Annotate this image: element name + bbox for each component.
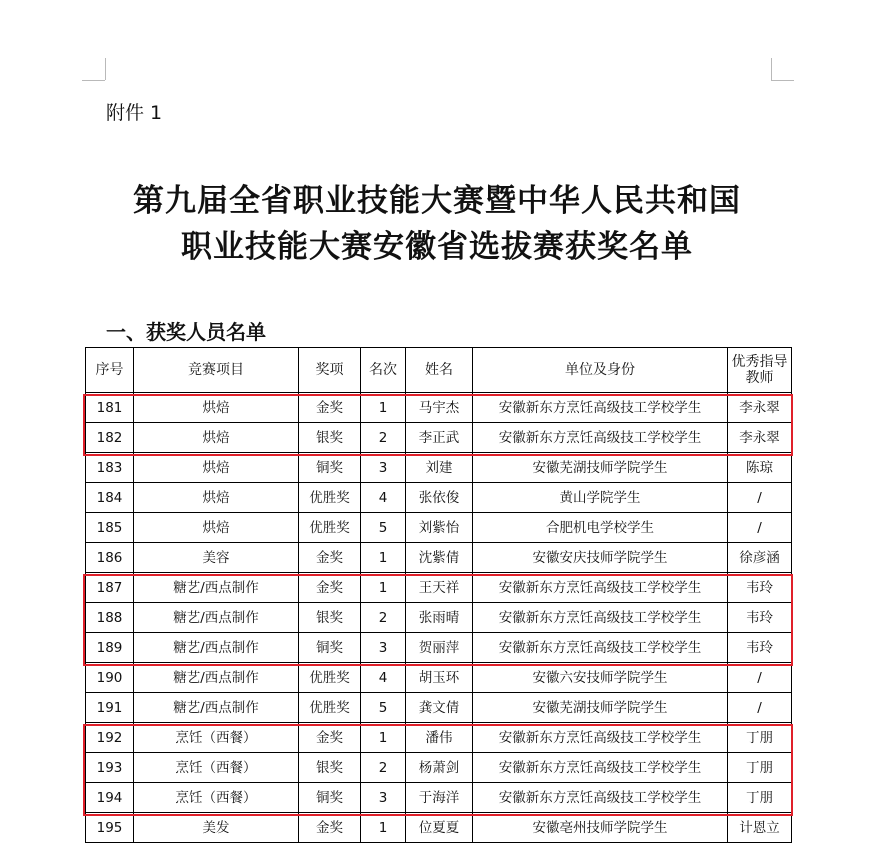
cell-instructor: 李永翠: [728, 393, 792, 423]
cell-serial: 186: [86, 543, 134, 573]
cell-unit: 安徽亳州技师学院学生: [473, 813, 728, 843]
header-instructor: 优秀指导教师: [728, 348, 792, 393]
cell-name: 刘建: [406, 453, 473, 483]
table-row: [86, 453, 792, 483]
cell-award: 金奖: [299, 543, 361, 573]
cell-rank: 1: [361, 543, 406, 573]
award-table: [85, 347, 792, 843]
header-unit: 单位及身份: [473, 348, 728, 393]
cell-event: 美容: [134, 543, 299, 573]
cell-unit: 安徽新东方烹饪高级技工学校学生: [473, 753, 728, 783]
cell-unit: 安徽新东方烹饪高级技工学校学生: [473, 723, 728, 753]
cell-award: 优胜奖: [299, 663, 361, 693]
cell-rank: 3: [361, 633, 406, 663]
cell-rank: 2: [361, 603, 406, 633]
table-row: [86, 423, 792, 453]
header-name: 姓名: [406, 348, 473, 393]
crop-mark-top-right-horizontal: [771, 80, 794, 81]
cell-unit: 安徽新东方烹饪高级技工学校学生: [473, 783, 728, 813]
table-row: [86, 603, 792, 633]
cell-serial: 195: [86, 813, 134, 843]
cell-unit: 安徽新东方烹饪高级技工学校学生: [473, 633, 728, 663]
cell-instructor: 徐彦涵: [728, 543, 792, 573]
cell-event: 烘焙: [134, 423, 299, 453]
cell-name: 张依俊: [406, 483, 473, 513]
cell-serial: 194: [86, 783, 134, 813]
cell-rank: 1: [361, 723, 406, 753]
table-row: [86, 753, 792, 783]
cell-serial: 190: [86, 663, 134, 693]
cell-serial: 191: [86, 693, 134, 723]
cell-event: 糖艺/西点制作: [134, 573, 299, 603]
table-row: [86, 543, 792, 573]
section-heading: 一、获奖人员名单: [106, 320, 266, 344]
cell-instructor: /: [728, 693, 792, 723]
cell-award: 金奖: [299, 393, 361, 423]
cell-event: 糖艺/西点制作: [134, 633, 299, 663]
cell-name: 于海洋: [406, 783, 473, 813]
cell-award: 金奖: [299, 813, 361, 843]
cell-serial: 192: [86, 723, 134, 753]
cell-rank: 5: [361, 513, 406, 543]
cell-rank: 5: [361, 693, 406, 723]
table-header-row: [86, 348, 792, 393]
cell-unit: 安徽六安技师学院学生: [473, 663, 728, 693]
table-row: [86, 633, 792, 663]
table-row: [86, 573, 792, 603]
cell-unit: 安徽新东方烹饪高级技工学校学生: [473, 603, 728, 633]
cell-name: 龚文倩: [406, 693, 473, 723]
cell-rank: 1: [361, 573, 406, 603]
cell-serial: 181: [86, 393, 134, 423]
cell-unit: 安徽新东方烹饪高级技工学校学生: [473, 573, 728, 603]
cell-instructor: 韦玲: [728, 633, 792, 663]
cell-event: 烘焙: [134, 513, 299, 543]
cell-instructor: 计恩立: [728, 813, 792, 843]
cell-award: 铜奖: [299, 633, 361, 663]
cell-instructor: /: [728, 513, 792, 543]
cell-event: 糖艺/西点制作: [134, 693, 299, 723]
crop-mark-top-left-horizontal: [82, 80, 105, 81]
document-title-line-2: 职业技能大赛安徽省选拔赛获奖名单: [181, 229, 693, 265]
table-row: [86, 813, 792, 843]
cell-serial: 193: [86, 753, 134, 783]
cell-instructor: 李永翠: [728, 423, 792, 453]
cell-unit: 安徽新东方烹饪高级技工学校学生: [473, 393, 728, 423]
crop-mark-top-left-vertical: [105, 58, 106, 80]
cell-award: 优胜奖: [299, 513, 361, 543]
attachment-label: 附件 1: [106, 102, 163, 124]
cell-award: 优胜奖: [299, 483, 361, 513]
cell-instructor: 丁朋: [728, 753, 792, 783]
table-row: [86, 393, 792, 423]
cell-instructor: 陈琼: [728, 453, 792, 483]
table-row: [86, 513, 792, 543]
cell-event: 烹饪（西餐）: [134, 723, 299, 753]
cell-event: 烹饪（西餐）: [134, 783, 299, 813]
header-event: 竞赛项目: [134, 348, 299, 393]
document-title-line-1: 第九届全省职业技能大赛暨中华人民共和国: [133, 183, 741, 219]
cell-event: 烹饪（西餐）: [134, 753, 299, 783]
cell-rank: 3: [361, 453, 406, 483]
cell-instructor: /: [728, 663, 792, 693]
cell-instructor: 丁朋: [728, 723, 792, 753]
cell-award: 铜奖: [299, 453, 361, 483]
cell-event: 美发: [134, 813, 299, 843]
cell-serial: 187: [86, 573, 134, 603]
cell-instructor: /: [728, 483, 792, 513]
cell-name: 马宇杰: [406, 393, 473, 423]
cell-award: 铜奖: [299, 783, 361, 813]
cell-name: 李正武: [406, 423, 473, 453]
cell-name: 沈紫倩: [406, 543, 473, 573]
cell-unit: 安徽新东方烹饪高级技工学校学生: [473, 423, 728, 453]
cell-serial: 189: [86, 633, 134, 663]
cell-instructor: 韦玲: [728, 603, 792, 633]
cell-serial: 182: [86, 423, 134, 453]
cell-award: 金奖: [299, 573, 361, 603]
table-body: [86, 393, 792, 843]
table-row: [86, 723, 792, 753]
cell-name: 贺丽萍: [406, 633, 473, 663]
cell-event: 烘焙: [134, 393, 299, 423]
cell-rank: 1: [361, 393, 406, 423]
cell-event: 烘焙: [134, 483, 299, 513]
cell-unit: 安徽芜湖技师学院学生: [473, 453, 728, 483]
cell-award: 银奖: [299, 603, 361, 633]
cell-rank: 1: [361, 813, 406, 843]
cell-rank: 2: [361, 423, 406, 453]
cell-name: 张雨晴: [406, 603, 473, 633]
cell-name: 杨萧剑: [406, 753, 473, 783]
cell-rank: 4: [361, 483, 406, 513]
cell-name: 潘伟: [406, 723, 473, 753]
cell-award: 银奖: [299, 753, 361, 783]
table-row: [86, 693, 792, 723]
crop-mark-top-right-vertical: [771, 58, 772, 80]
cell-event: 烘焙: [134, 453, 299, 483]
cell-award: 金奖: [299, 723, 361, 753]
cell-name: 刘紫怡: [406, 513, 473, 543]
cell-instructor: 韦玲: [728, 573, 792, 603]
table-row: [86, 663, 792, 693]
cell-event: 糖艺/西点制作: [134, 663, 299, 693]
header-award: 奖项: [299, 348, 361, 393]
cell-serial: 188: [86, 603, 134, 633]
cell-instructor: 丁朋: [728, 783, 792, 813]
cell-serial: 183: [86, 453, 134, 483]
header-serial: 序号: [86, 348, 134, 393]
cell-serial: 184: [86, 483, 134, 513]
header-rank: 名次: [361, 348, 406, 393]
cell-serial: 185: [86, 513, 134, 543]
table-row: [86, 483, 792, 513]
cell-unit: 安徽安庆技师学院学生: [473, 543, 728, 573]
cell-rank: 4: [361, 663, 406, 693]
cell-award: 优胜奖: [299, 693, 361, 723]
cell-unit: 安徽芜湖技师学院学生: [473, 693, 728, 723]
cell-name: 胡玉环: [406, 663, 473, 693]
table-row: [86, 783, 792, 813]
cell-name: 位夏夏: [406, 813, 473, 843]
cell-award: 银奖: [299, 423, 361, 453]
cell-event: 糖艺/西点制作: [134, 603, 299, 633]
cell-rank: 3: [361, 783, 406, 813]
cell-name: 王天祥: [406, 573, 473, 603]
cell-unit: 合肥机电学校学生: [473, 513, 728, 543]
cell-unit: 黄山学院学生: [473, 483, 728, 513]
cell-rank: 2: [361, 753, 406, 783]
